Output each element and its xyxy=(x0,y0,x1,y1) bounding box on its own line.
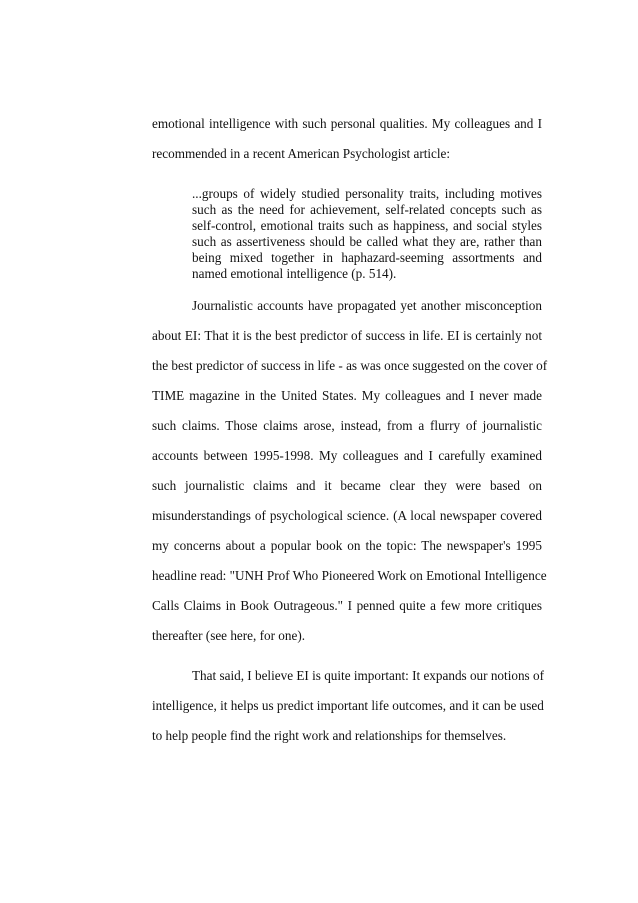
quote-line-4: such as assertiveness should be called what they are, rather than xyxy=(192,234,542,249)
paragraph2-line-7: such journalistic claims and it became clear they were based on xyxy=(152,478,542,493)
quote-line-5: being mixed together in haphazard-seeming assortments and xyxy=(192,250,542,265)
quote-line-1: ...groups of widely studied personality traits, including motives xyxy=(192,186,542,201)
paragraph2-line-6: accounts between 1995-1998. My colleagues and I carefully examined xyxy=(152,448,542,463)
paragraph3-line-3: to help people find the right work and relationships for themselves. xyxy=(152,728,507,743)
paragraph2-line-10: headline read: "UNH Prof Who Pioneered Work on Emotional Intelligence xyxy=(152,568,547,583)
intro-line-2: recommended in a recent American Psychologist article: xyxy=(152,146,451,161)
intro-line-1: emotional intelligence with such personal qualities. My colleagues and I xyxy=(152,116,542,131)
quote-line-6: named emotional intelligence (p. 514). xyxy=(192,266,397,281)
quote-line-2: such as the need for achievement, self-related concepts such as xyxy=(192,202,542,217)
paragraph2-line-2: about EI: That it is the best predictor of success in life. EI is certainly not xyxy=(152,328,542,343)
paragraph2-line-9: my concerns about a popular book on the topic: The newspaper's 1995 xyxy=(152,538,542,553)
paragraph2-line-12: thereafter (see here, for one). xyxy=(152,628,306,643)
paragraph2-line-11: Calls Claims in Book Outrageous." I penned quite a few more critiques xyxy=(152,598,542,613)
paragraph2-line-5: such claims. Those claims arose, instead, from a flurry of journalistic xyxy=(152,418,542,433)
paragraph2-line-8: misunderstandings of psychological science. (A local newspaper covered xyxy=(152,508,542,523)
paragraph2-line-1: Journalistic accounts have propagated yet another misconception xyxy=(192,298,542,313)
paragraph2-line-4: TIME magazine in the United States. My colleagues and I never made xyxy=(152,388,542,403)
paragraph3-line-2: intelligence, it helps us predict important life outcomes, and it can be used xyxy=(152,698,544,713)
paragraph3-line-1: That said, I believe EI is quite important: It expands our notions of xyxy=(192,668,544,683)
quote-line-3: self-control, emotional traits such as happiness, and social styles xyxy=(192,218,542,233)
paragraph2-line-3: the best predictor of success in life - as was once suggested on the cover of xyxy=(152,358,548,373)
